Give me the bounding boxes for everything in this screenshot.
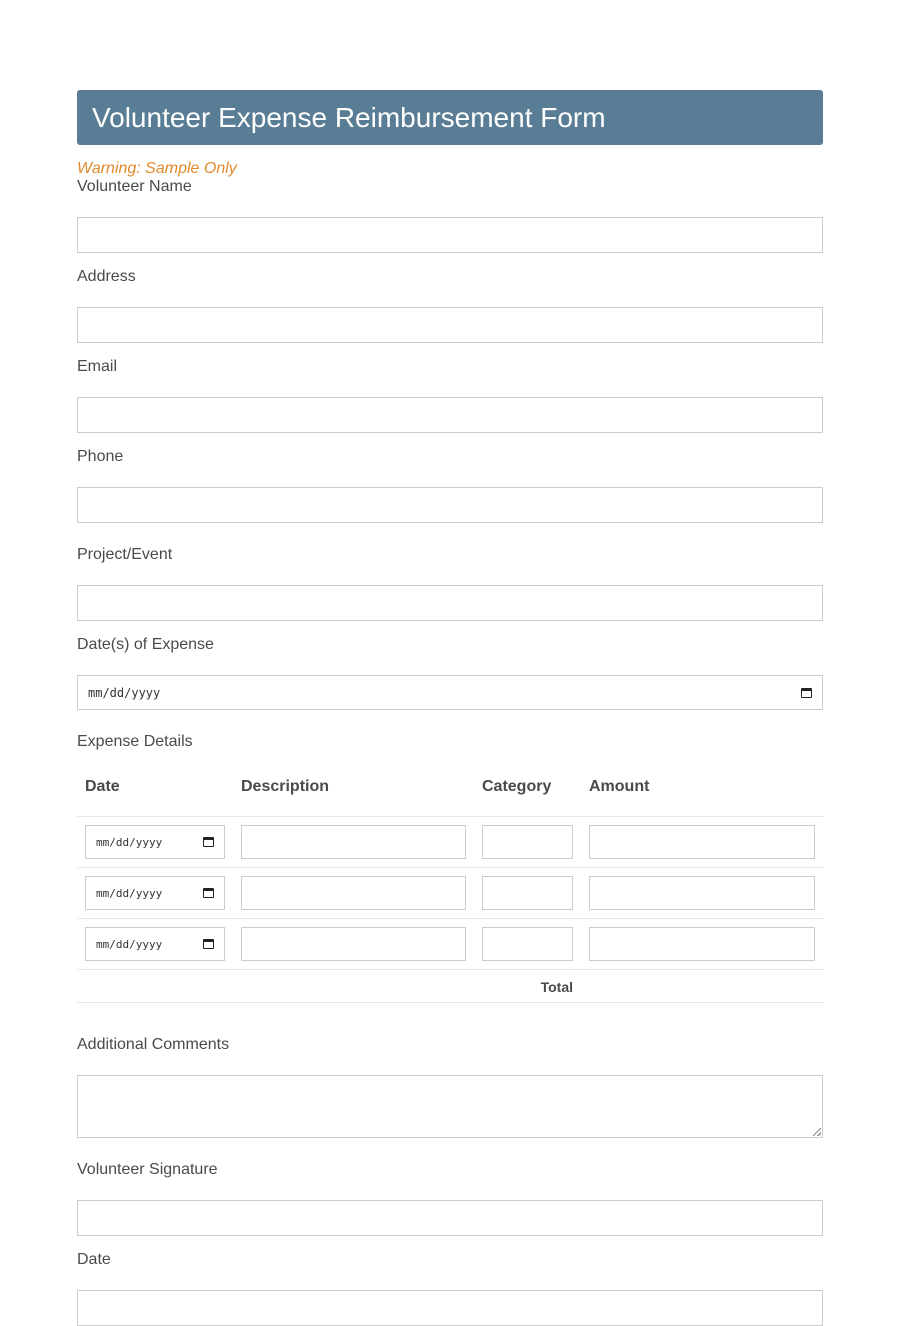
column-header-description: Description [241,778,330,795]
address-label: Address [77,268,136,285]
row-amount-input[interactable] [589,825,815,859]
row-date-input[interactable] [85,825,225,859]
table-row [77,868,823,919]
table-row [77,817,823,868]
form-header [77,90,823,145]
row-amount-input[interactable] [589,876,815,910]
resize-handle-icon[interactable] [813,1128,821,1136]
calendar-icon[interactable] [203,837,214,847]
project-event-input[interactable] [77,585,823,621]
date-placeholder: mm/dd/yyyy [96,886,163,900]
dates-of-expense-input[interactable] [77,675,823,710]
dates-of-expense-label: Date(s) of Expense [77,636,214,653]
row-date-input[interactable] [85,927,225,961]
email-label: Email [77,358,118,375]
row-description-input[interactable] [241,825,466,859]
date-placeholder: mm/dd/yyyy [96,937,163,951]
date-placeholder: mm/dd/yyyy [96,835,163,849]
total-row [77,970,823,1003]
row-amount-input[interactable] [589,927,815,961]
column-header-amount: Amount [589,778,650,795]
row-category-input[interactable] [482,927,573,961]
row-category-input[interactable] [482,825,573,859]
calendar-icon[interactable] [203,888,214,898]
expense-details-label: Expense Details [77,733,193,750]
total-label: Total [540,979,573,995]
project-event-label: Project/Event [77,546,173,563]
date-input[interactable] [77,1290,823,1326]
column-header-date: Date [85,778,120,795]
expense-table [77,778,823,1003]
email-input[interactable] [77,397,823,433]
sample-warning: Warning: Sample Only [77,160,237,177]
volunteer-signature-label: Volunteer Signature [77,1161,218,1178]
row-description-input[interactable] [241,927,466,961]
calendar-icon[interactable] [203,939,214,949]
row-date-input[interactable] [85,876,225,910]
calendar-icon[interactable] [801,688,812,698]
row-description-input[interactable] [241,876,466,910]
table-row [77,919,823,970]
phone-input[interactable] [77,487,823,523]
additional-comments-textarea[interactable] [77,1075,823,1138]
expense-table-header [77,778,823,817]
date-placeholder: mm/dd/yyyy [88,685,161,700]
column-header-category: Category [482,778,552,795]
volunteer-signature-input[interactable] [77,1200,823,1236]
volunteer-name-label: Volunteer Name [77,178,192,195]
address-input[interactable] [77,307,823,343]
expense-form [77,90,823,1268]
phone-label: Phone [77,448,124,465]
row-category-input[interactable] [482,876,573,910]
volunteer-name-input[interactable] [77,217,823,253]
form-title: Volunteer Expense Reimbursement Form [92,101,606,133]
additional-comments-label: Additional Comments [77,1036,230,1053]
date-label: Date [77,1251,111,1268]
